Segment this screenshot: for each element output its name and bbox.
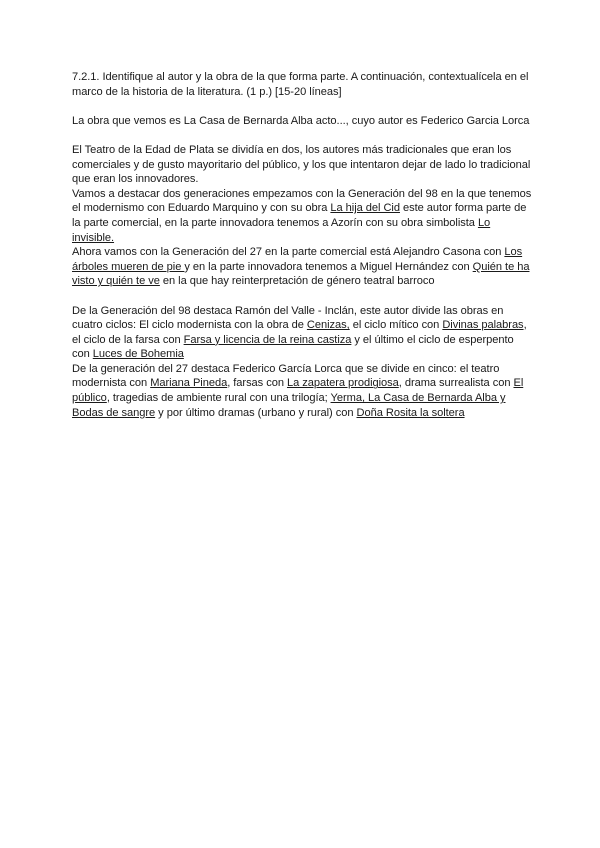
work-title-lo-invisible: Lo invisible. xyxy=(72,216,491,244)
paragraph-generacion-27-intro xyxy=(72,245,534,289)
paragraph-valle-inclan xyxy=(72,304,534,362)
text-span: De la generación del 27 destaca Federico García Lorca que se divide en cinco: el teatro modernista con xyxy=(72,362,500,390)
spacer xyxy=(72,128,534,143)
work-title-luces-de-bohemia: Luces de Bohemia xyxy=(92,348,184,361)
text-span: El Teatro de la Edad de Plata se dividía en dos, los autores más tradicionales que eran los comerciales y de gusto mayoritario del público, y los que intentaron dejar de lado lo tradicional que eran los innovadores. xyxy=(72,143,531,186)
text-span: el ciclo mítico con xyxy=(349,319,443,332)
text-span: y por último dramas (urbano y rural) con xyxy=(155,406,357,419)
work-title-divinas-palabras: Divinas palabras xyxy=(442,319,524,332)
spacer xyxy=(72,99,534,114)
paragraph-edad-de-plata xyxy=(72,143,534,187)
text-span: , tragedias de ambiente rural con una trilogía; xyxy=(106,392,331,405)
work-title-quien-te-ha-visto: Quién te ha visto y quién te ve xyxy=(72,260,530,288)
answer-intro: La obra que vemos es La Casa de Bernarda Alba acto..., cuyo autor es Federico Garcia Lorca xyxy=(72,114,530,127)
text-span: en la que hay reinterpretación de género teatral barroco xyxy=(159,275,435,288)
document-page xyxy=(72,70,534,420)
text-span: , farsas con xyxy=(227,377,287,390)
text-span: , drama surrealista con xyxy=(398,377,514,390)
text-span: De la Generación del 98 destaca Ramón del Valle - Inclán, este autor divide las obras en cuatro ciclos: El ciclo modernista con la obra de xyxy=(72,304,504,332)
text-span: y en la parte innovadora tenemos a Miguel Hernández con xyxy=(184,260,473,273)
work-title-la-hija-del-cid: La hija del Cid xyxy=(330,202,400,215)
text-span: y el último el ciclo de esperpento con xyxy=(72,333,514,361)
work-title-mariana-pineda: Mariana Pineda xyxy=(150,377,228,390)
paragraph-generacion-98-intro xyxy=(72,187,534,245)
paragraph-garcia-lorca xyxy=(72,362,534,420)
work-title-los-arboles: Los árboles mueren de pie xyxy=(72,246,523,273)
text-span: , el ciclo de la farsa con xyxy=(72,319,527,346)
work-title-el-publico: El público xyxy=(72,377,524,405)
spacer xyxy=(72,289,534,304)
work-title-farsa-y-licencia: Farsa y licencia de la reina castiza xyxy=(183,333,352,346)
work-title-dona-rosita: Doña Rosita la soltera xyxy=(356,406,465,419)
question-text: 7.2.1. Identifique al autor y la obra de la que forma parte. A continuación, contextualícela en el marco de la historia de la literatura. (1 p.) [15-20 líneas] xyxy=(72,71,529,98)
text-span: este autor forma parte de la parte comercial, en la parte innovadora tenemos a Azorín con su obra simbolista xyxy=(72,202,527,229)
work-title-trilogia-rural: Yerma, La Casa de Bernarda Alba y Bodas de sangre xyxy=(72,392,506,419)
text-span: Vamos a destacar dos generaciones empezamos con la Generación del 98 en la que tenemos el modernismo con Eduardo Marquino y con su obra xyxy=(72,187,532,215)
work-title-cenizas: Cenizas, xyxy=(306,319,350,332)
work-title-la-zapatera: La zapatera prodigiosa xyxy=(286,377,399,390)
text-span: Ahora vamos con la Generación del 27 en la parte comercial está Alejandro Casona con xyxy=(72,246,505,259)
